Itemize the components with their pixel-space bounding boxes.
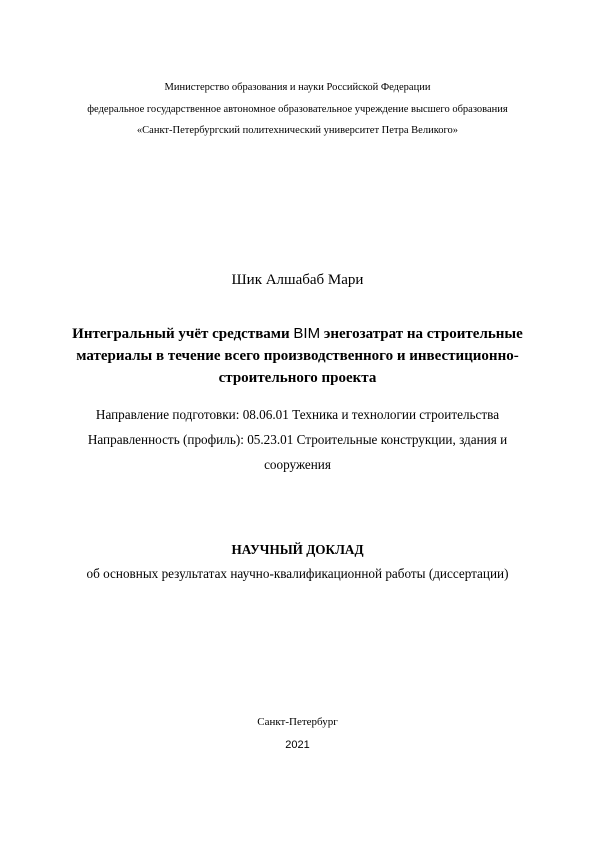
title-line-1-part-1: Интегральный учёт средствами: [72, 326, 294, 342]
footer-city: Санкт-Петербург: [257, 716, 338, 728]
title-line-3: строительного проекта: [218, 370, 377, 386]
footer-year: 2021: [285, 739, 310, 751]
report-subtitle: об основных результатах научно-квалификационной работы (диссертации): [86, 566, 509, 581]
profile-line-continued: сооружения: [264, 457, 331, 472]
author-name: Шик Алшабаб Мари: [231, 272, 364, 288]
direction-line: Направление подготовки: 08.06.01 Техника и технологии строительства: [95, 407, 500, 422]
ministry-line: Министерство образования и науки Российской Федерации: [164, 82, 431, 93]
institution-type-line: федеральное государственное автономное образовательное учреждение высшего образования: [87, 104, 508, 115]
title-line-1: [0, 325, 595, 343]
title-line-1-part-2: энегозатрат на строительные: [320, 326, 523, 342]
title-line-2: материалы в течение всего производственного и инвестиционно-: [76, 348, 519, 364]
report-title: НАУЧНЫЙ ДОКЛАД: [231, 542, 364, 557]
profile-line: Направленность (профиль): 05.23.01 Строительные конструкции, здания и: [87, 432, 508, 447]
university-line: «Санкт-Петербургский политехнический университет Петра Великого»: [136, 125, 459, 136]
title-line-1-bim: BIM: [293, 325, 321, 342]
